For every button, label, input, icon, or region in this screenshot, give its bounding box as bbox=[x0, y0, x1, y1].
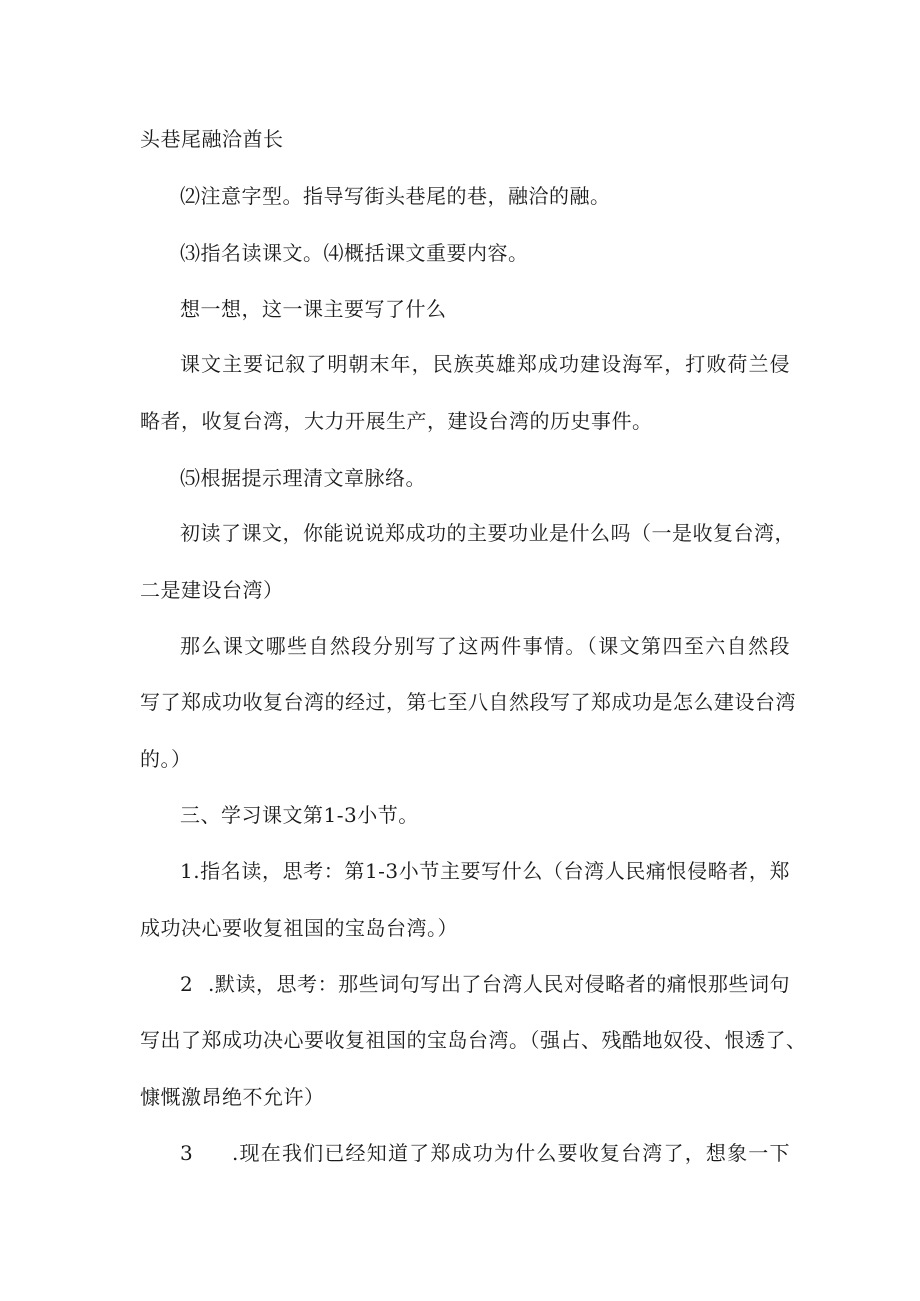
item-text-3: .现在我们已经知道了郑成功为什么要收复台湾了，想象一下 bbox=[232, 1141, 790, 1165]
text-line-12: 的。） bbox=[140, 747, 192, 771]
text-line-18: 慷慨激昂绝不允许） bbox=[140, 1085, 325, 1109]
text-line-13: 三、学习课文第1-3小节。 bbox=[180, 803, 419, 827]
text-line-9: 二是建设台湾） bbox=[140, 578, 284, 602]
item-text-2: .默读，思考：那些词句写出了台湾人民对侵略者的痛恨那些词句 bbox=[208, 972, 790, 996]
text-line-19 bbox=[180, 1139, 790, 1167]
text-line-16 bbox=[180, 970, 790, 998]
text-line-8: 初读了课文，你能说说郑成功的主要功业是什么吗（一是收复台湾， bbox=[180, 521, 795, 545]
text-line-7: ⑸根据提示理清文章脉络。 bbox=[180, 466, 426, 490]
text-line-5: 课文主要记叙了明朝末年，民族英雄郑成功建设海军，打败荷兰侵 bbox=[180, 352, 790, 376]
text-line-3: ⑶指名读课文。⑷概括课文重要内容。 bbox=[180, 241, 529, 265]
text-line-1: 头巷尾融洽酋长 bbox=[140, 127, 284, 151]
text-line-10: 那么课文哪些自然段分别写了这两件事情。（课文第四至六自然段 bbox=[180, 634, 790, 658]
item-number-3: 3 bbox=[180, 1141, 194, 1165]
text-line-6: 略者，收复台湾，大力开展生产，建设台湾的历史事件。 bbox=[140, 409, 653, 433]
text-line-17: 写出了郑成功决心要收复祖国的宝岛台湾。（强占、残酷地奴役、恨透了、 bbox=[140, 1028, 807, 1052]
text-line-2: ⑵注意字型。指导写街头巷尾的巷，融洽的融。 bbox=[180, 184, 611, 208]
text-line-11: 写了郑成功收复台湾的经过，第七至八自然段写了郑成功是怎么建设台湾 bbox=[140, 690, 796, 714]
text-line-14: 1.指名读，思考：第1-3小节主要写什么（台湾人民痛恨侵略者，郑 bbox=[180, 859, 790, 883]
item-number-2: 2 bbox=[180, 972, 194, 996]
text-line-4: 想一想，这一课主要写了什么 bbox=[180, 297, 447, 321]
text-line-15: 成功决心要收复祖国的宝岛台湾。） bbox=[140, 916, 458, 940]
